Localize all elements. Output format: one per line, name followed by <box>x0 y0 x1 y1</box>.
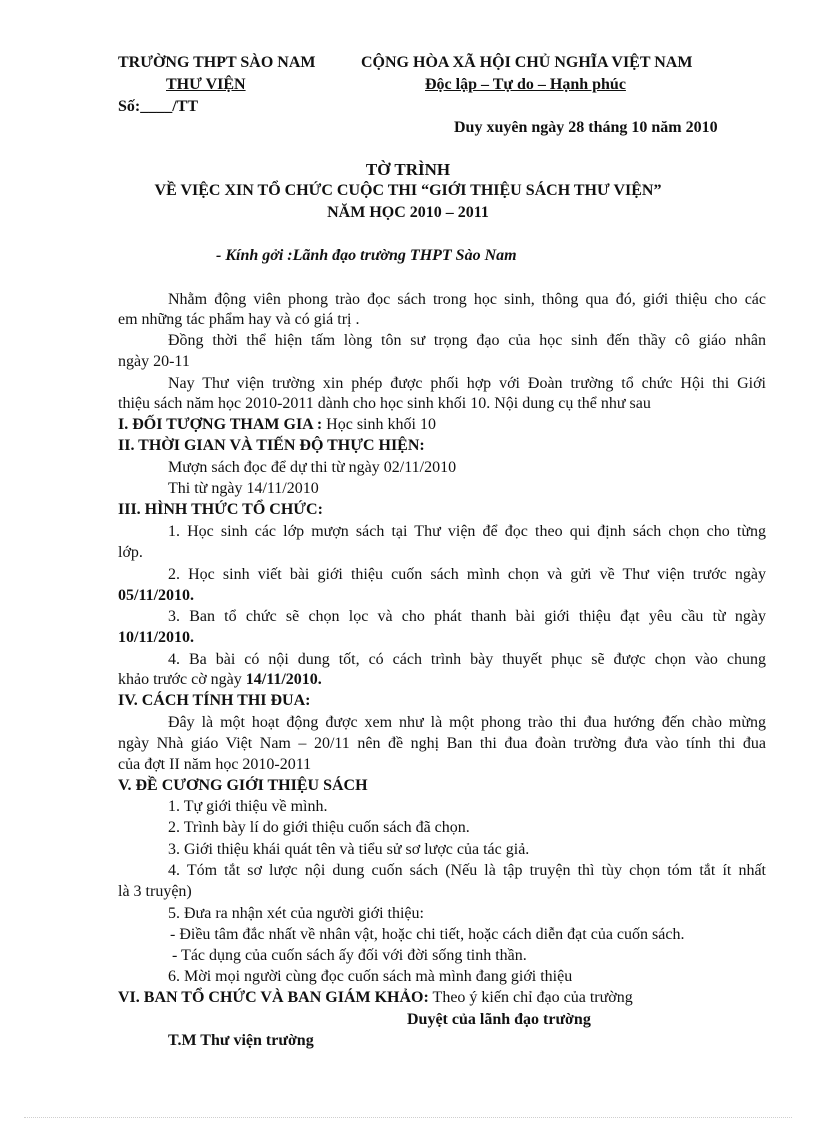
section-5-item-5: 5. Đưa ra nhận xét của người giới thiệu: <box>168 905 424 922</box>
section-6-text: Theo ý kiến chỉ đạo của trường <box>428 989 633 1006</box>
section-5-item-6: 6. Mời mọi người cùng đọc cuốn sách mà mình đang giới thiệu <box>168 968 573 985</box>
section-3-item-1-line-1: 1. Học sinh các lớp mượn sách tại Thư viện để đọc theo qui định sách chọn cho từng <box>168 523 766 540</box>
republic-title: CỘNG HÒA XÃ HỘI CHỦ NGHĨA VIỆT NAM <box>361 54 693 71</box>
document-subject: VỀ VIỆC XIN TỔ CHỨC CUỘC THI “GIỚI THIỆU SÁCH THƯ VIỆN” <box>154 182 662 199</box>
document-number: Số:____/TT <box>118 98 199 115</box>
national-motto: Độc lập – Tự do – Hạnh phúc <box>425 76 626 93</box>
page-bottom-divider <box>24 1117 792 1118</box>
document-date: Duy xuyên ngày 28 tháng 10 năm 2010 <box>454 119 718 136</box>
section-5-item-4-line-1: 4. Tóm tắt sơ lược nội dung cuốn sách (Nếu là tập truyện thì tùy chọn tóm tắt ít nhất <box>168 862 766 879</box>
section-5-item-5-sub-1: - Điều tâm đắc nhất về nhân vật, hoặc chi tiết, hoặc cách diễn đạt của cuốn sách. <box>170 926 685 943</box>
section-4-line-2: ngày Nhà giáo Việt Nam – 20/11 nên đề nghị Ban thi đua đoàn trường đưa vào tính thi đua <box>118 735 766 752</box>
section-3-item-3-date: 10/11/2010. <box>118 629 195 646</box>
school-name: TRƯỜNG THPT SÀO NAM <box>118 54 316 71</box>
document-title: TỜ TRÌNH <box>365 160 451 179</box>
section-2-line-1: Mượn sách đọc để dự thi từ ngày 02/11/2010 <box>168 459 457 476</box>
section-4-heading: IV. CÁCH TÍNH THI ĐUA: <box>118 692 311 709</box>
section-5-item-4-line-2: là 3 truyện) <box>118 883 192 900</box>
section-3-item-4-line-2 <box>118 670 322 690</box>
section-3-heading: III. HÌNH THỨC TỔ CHỨC: <box>118 501 323 518</box>
section-3-item-4-line-1: 4. Ba bài có nội dung tốt, có cách trình bày thuyết phục sẽ được chọn vào chung <box>168 651 766 668</box>
section-1 <box>118 415 436 435</box>
section-1-text: Học sinh khối 10 <box>322 416 436 433</box>
section-4-line-1: Đây là một hoạt động được xem như là một phong trào thi đua hướng đến chào mừng <box>168 714 766 731</box>
section-5-item-1: 1. Tự giới thiệu về mình. <box>168 798 328 815</box>
intro-paragraph-2-line-2: ngày 20-11 <box>118 353 190 370</box>
section-3-item-3-line-1: 3. Ban tổ chức sẽ chọn lọc và cho phát thanh bài giới thiệu đạt yêu cầu từ ngày <box>168 608 766 625</box>
intro-paragraph-1-line-1: Nhằm động viên phong trào đọc sách trong học sinh, thông qua đó, giới thiệu cho các <box>168 291 766 308</box>
section-6 <box>118 988 633 1008</box>
intro-paragraph-3-line-2: thiệu sách năm học 2010-2011 dành cho học sinh khối 10. Nội dung cụ thể như sau <box>118 395 651 412</box>
addressee: - Kính gởi :Lãnh đạo trường THPT Sào Nam <box>216 247 517 264</box>
section-3-item-4-text: khảo trước cờ ngày <box>118 671 246 688</box>
section-6-heading: VI. BAN TỔ CHỨC VÀ BAN GIÁM KHẢO: <box>118 989 429 1006</box>
section-3-item-1-line-2: lớp. <box>118 544 143 561</box>
library-signature-label: T.M Thư viện trường <box>168 1032 314 1049</box>
section-5-heading: V. ĐỀ CƯƠNG GIỚI THIỆU SÁCH <box>118 777 368 794</box>
section-2-line-2: Thi từ ngày 14/11/2010 <box>168 480 319 497</box>
section-3-item-2-line-1: 2. Học sinh viết bài giới thiệu cuốn sách mình chọn và gửi về Thư viện trước ngày <box>168 566 766 583</box>
intro-paragraph-3-line-1: Nay Thư viện trường xin phép được phối hợp với Đoàn trường tổ chức Hội thi Giới <box>168 375 766 392</box>
section-5-item-3: 3. Giới thiệu khái quát tên và tiểu sử sơ lược của tác giả. <box>168 841 530 858</box>
section-3-item-4-date: 14/11/2010. <box>245 671 322 688</box>
approval-label: Duyệt của lãnh đạo trường <box>407 1011 591 1028</box>
intro-paragraph-2-line-1: Đồng thời thể hiện tấm lòng tôn sư trọng đạo của học sinh đến thầy cô giáo nhân <box>168 332 766 349</box>
section-3-item-2-date: 05/11/2010. <box>118 587 195 604</box>
school-year: NĂM HỌC 2010 – 2011 <box>327 204 489 221</box>
department-name: THƯ VIỆN <box>166 76 246 93</box>
intro-paragraph-1-line-2: em những tác phẩm hay và có giá trị . <box>118 311 360 328</box>
section-2-heading: II. THỜI GIAN VÀ TIẾN ĐỘ THỰC HIỆN: <box>118 437 425 454</box>
section-4-line-3: của đợt II năm học 2010-2011 <box>118 756 312 773</box>
section-1-heading: I. ĐỐI TƯỢNG THAM GIA : <box>118 416 323 433</box>
section-5-item-5-sub-2: - Tác dụng của cuốn sách ấy đối với đời sống tinh thần. <box>172 947 527 964</box>
section-5-item-2: 2. Trình bày lí do giới thiệu cuốn sách đã chọn. <box>168 819 470 836</box>
